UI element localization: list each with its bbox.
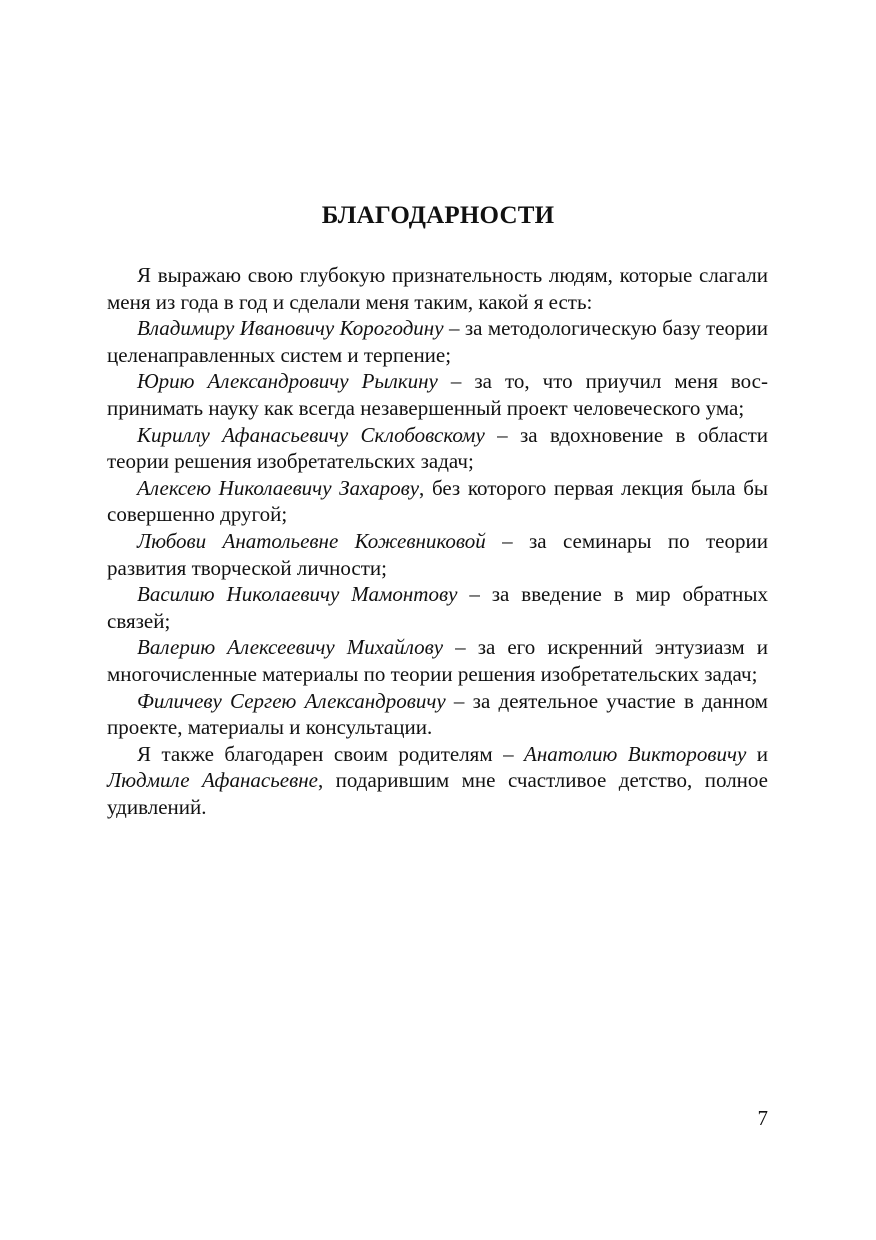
page-number: 7 [757, 1106, 768, 1130]
acknowledgement-paragraph [107, 581, 768, 634]
acknowledgement-paragraph [107, 634, 768, 687]
acknowledgement-text: , без которого первая лекция была бы совершенно другой; [107, 475, 768, 527]
closing-paragraph [107, 741, 768, 821]
person-name: Валерию Алексеевичу Михайлову [137, 635, 444, 660]
person-name: Кириллу Афанасьевичу Склобовскому [137, 422, 485, 447]
parent-name: Анатолию Викторовичу [524, 741, 747, 766]
acknowledgement-text: – за методологическую базу теории целенаправленных систем и терпение; [107, 316, 768, 367]
intro-paragraph: Я выражаю свою глубокую признательность людям, которые слагали меня из года в год и сделали меня таким, какой я есть: [107, 263, 768, 314]
acknowledgement-text: – за введение в мир обратных связей; [107, 582, 768, 633]
person-name: Филичеву Сергею Александровичу [137, 688, 446, 713]
person-name: Любови Анатольевне Кожевниковой [137, 528, 486, 553]
closing-text: , подарившим мне счастливое детство, полное удивлений. [107, 768, 768, 819]
acknowledgement-text: – за семинары по теории развития творческой личности; [107, 528, 768, 580]
body-text [107, 262, 768, 820]
closing-text: и [746, 741, 768, 766]
acknowledgement-paragraph [107, 688, 768, 741]
acknowledgement-paragraph [107, 422, 768, 475]
acknowledgement-paragraph [107, 528, 768, 581]
person-name: Владимиру Ивановичу Корогодину [137, 316, 444, 341]
acknowledgement-paragraph [107, 315, 768, 368]
parent-name: Людмиле Афанасьевне [107, 768, 318, 793]
acknowledgement-paragraph [107, 368, 768, 421]
acknowledgement-text: – за то, что приучил меня воспринимать науку как всегда незавершенный проект человеческого ума; [107, 369, 768, 420]
person-name: Василию Николаевичу Мамонтову [137, 582, 458, 607]
person-name: Юрию Александровичу Рылкину [137, 369, 438, 394]
closing-text: Я также благодарен своим родителям – [137, 741, 525, 766]
person-name: Алексею Николаевичу Захарову [137, 475, 420, 500]
page-title: БЛАГОДАРНОСТИ [321, 202, 555, 229]
acknowledgement-text: – за деятельное участие в данном проекте, материалы и консультации. [107, 688, 768, 740]
acknowledgement-text: – за его искренний энтузиазм и многочисленные материалы по теории решения изобретательских задач; [107, 635, 768, 686]
acknowledgement-text: – за вдохновение в области теории решения изобретательских задач; [107, 422, 768, 474]
acknowledgement-paragraph [107, 475, 768, 528]
